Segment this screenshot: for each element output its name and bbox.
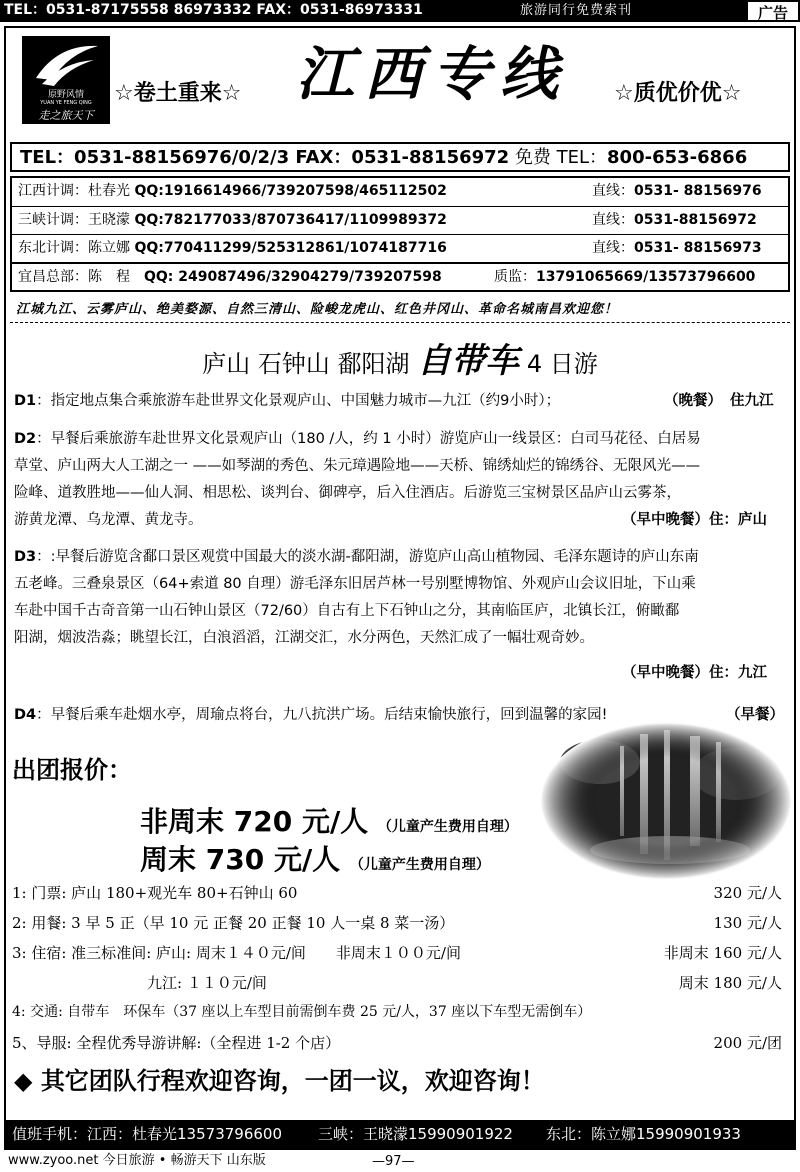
slogan-right: ☆质优价优☆ [614, 81, 742, 106]
ad-tag: 广告 [746, 0, 800, 22]
price-item-price: 非周末 160 元/人 [663, 944, 782, 962]
fax-label: FAX： [289, 147, 352, 168]
day-text-line: ：:早餐后游览含鄱口景区观赏中国最大的淡水湖-鄱阳湖，游览庐山高山植物园、毛泽东题诗的庐山东南 [36, 549, 699, 565]
price-item-text: 1: 门票: 庐山 180+观光车 80+石钟山 60 [12, 884, 298, 902]
top-contact-text: TEL：0531-87175558 86973332 FAX：0531-86973331 [4, 2, 423, 18]
logo-cn-text: 原野风情 [47, 90, 84, 100]
contact-direct [592, 240, 762, 258]
page-footer [0, 1150, 800, 1172]
contact-row [12, 234, 788, 262]
footer-site: www.zyoo.net 今日旅游 • 畅游天下 山东版 [8, 1153, 266, 1168]
day-label: D1 [14, 393, 37, 409]
price-item [12, 884, 782, 908]
price-item [12, 1034, 782, 1058]
weekday-price: 非周末 720 元/人 [140, 805, 369, 838]
contact-direct [592, 212, 757, 230]
day-text-line: 险峰、道教胜地——仙人洞、相思松、谈判台、御碑亭，后入住酒店。后游览三宝树景区品庐山云雾茶， [14, 485, 681, 501]
page-number: —97— [372, 1154, 415, 1169]
price-item-price: 130 元/人 [713, 914, 782, 932]
day-1 [14, 388, 786, 415]
day-meal: （早餐） [726, 707, 784, 723]
supervisor-label: 质监： [494, 269, 536, 285]
hq-row-inner [12, 264, 788, 292]
price-item [12, 914, 782, 938]
duty-sanxia: 三峡：王晓濛15990901922 [318, 1125, 513, 1143]
day-2 [14, 426, 786, 534]
hq-supervisor [494, 269, 755, 287]
day-text-line: 草堂、庐山两大人工湖之一 ——如琴湖的秀色、朱元璋遇险地——天桥、锦绣灿烂的锦绣谷、无限风光—— [14, 458, 701, 474]
price-item [12, 944, 782, 968]
day-label: D3 [14, 549, 37, 565]
supervisor-number: 13791065669/13573796600 [536, 269, 756, 285]
logo-en-text: YUAN YE FENG QING [40, 100, 92, 106]
duty-jiangxi: 江西：杜春光13573796600 [87, 1125, 282, 1143]
day-text-line: 阳湖，烟波浩淼；眺望长江，白浪滔滔，江湖交汇，水分两色，天然汇成了一幅壮观奇妙。 [14, 630, 594, 646]
price-item-price: 200 元/团 [713, 1034, 782, 1052]
day-meal: （晚餐） [664, 393, 722, 409]
price-item-text: 3: 住宿: 准三标准间: 庐山: 周末１４０元/间 非周末１００元/间 [12, 944, 461, 962]
duty-dongbei: 东北：陈立娜15990901933 [546, 1125, 741, 1143]
slogan-left: ☆卷土重来☆ [114, 81, 242, 106]
day-text-line: ：早餐后乘旅游车赴世界文化景观庐山（180 /人，约 1 小时）游览庐山一线景区：白司马花径、白居易 [36, 431, 701, 447]
publication-note: 旅游同行免费索刊 [520, 3, 633, 18]
contact-region: 江西计调：杜春光 [18, 183, 130, 199]
inquiry-callout: ◆ 其它团队行程欢迎咨询，一团一议，欢迎咨询！ [14, 1067, 545, 1095]
price-item-text: 5、导服: 全程优秀导游讲解:（全程进 1-2 个店） [12, 1034, 341, 1052]
duty-label: 值班手机： [12, 1125, 88, 1143]
price-weekday [140, 804, 518, 839]
direct-label: 直线： [592, 212, 634, 228]
day-label: D2 [14, 431, 37, 447]
direct-label: 直线： [592, 240, 634, 256]
contact-direct [592, 183, 762, 201]
direct-number: 0531- 88156976 [634, 183, 762, 199]
contact-region: 东北计调：陈立娜 [18, 240, 130, 256]
day-text-line: 车赴中国千古奇音第一山石钟山景区（72/60）自古有上下石钟山之分，其南临匡庐，北镇长江，俯瞰鄱 [14, 603, 680, 619]
day-meal: （早中晚餐）住：庐山 [622, 512, 767, 528]
tour-title [0, 340, 800, 383]
price-item-price: 320 元/人 [713, 884, 782, 902]
company-logo [22, 36, 110, 124]
free-tel-label: 免费 TEL： [509, 147, 608, 168]
contact-qq: QQ:1916614966/739207598/465112502 [134, 183, 447, 199]
contact-qq: QQ:782177033/870736417/1109989372 [134, 212, 447, 228]
price-item [12, 1004, 782, 1028]
contact-row [12, 206, 788, 234]
price-item [12, 974, 782, 998]
price-item-price: 周末 180 元/人 [678, 974, 782, 992]
swoosh-logo-icon [28, 40, 104, 90]
day-3-meal: （早中晚餐）住：九江 [622, 665, 767, 681]
top-contact-bar [0, 0, 800, 22]
contact-grid [10, 176, 790, 292]
fax-number: 0531-88156972 [351, 147, 510, 168]
weekday-note: （儿童产生费用自理） [377, 819, 518, 835]
direct-label: 直线： [592, 183, 634, 199]
duty-phone-bar [4, 1120, 796, 1150]
contact-qq: QQ:770411299/525312861/1074187716 [134, 240, 447, 256]
waterfall-photo [540, 722, 792, 880]
day-text: ：早餐后乘车赴烟水亭，周瑜点将台，九八抗洪广场。后结束愉快旅行，回到温馨的家园! [36, 707, 608, 723]
day-3 [14, 544, 786, 652]
day-stay: 住九江 [730, 393, 774, 409]
hq-row [12, 262, 788, 292]
tel-label: TEL： [20, 147, 75, 168]
price-item-text: 4: 交通: 自带车 环保车（37 座以上车型目前需倒车费 25 元/人，37 座以下车型无需倒车） [12, 1004, 592, 1020]
hq-label: 宜昌总部：陈 程 [18, 269, 130, 285]
tour-title-post: 4 日游 [526, 350, 598, 378]
logo-signature: 走之旅天下 [38, 109, 94, 122]
weekend-price: 周末 730 元/人 [140, 843, 341, 876]
price-item-text: 2: 用餐: 3 早 5 正（早 10 元 正餐 20 正餐 10 人一桌 8 菜一汤） [12, 914, 455, 932]
tour-title-self: 自带车 [417, 341, 520, 381]
direct-number: 0531- 88156973 [634, 240, 762, 256]
dashed-divider [10, 322, 790, 323]
weekend-note: （儿童产生费用自理） [349, 857, 490, 873]
price-weekend [140, 842, 490, 877]
tel-number: 0531-88156976/0/2/3 [74, 147, 290, 168]
tel-line [10, 142, 790, 172]
tour-title-pre: 庐山 石钟山 鄱阳湖 [202, 350, 410, 378]
page-title: 江西专线 [296, 40, 569, 108]
day-text-line: 游黄龙潭、乌龙潭、黄龙寺。 [14, 512, 203, 528]
price-heading: 出团报价： [12, 756, 132, 784]
attractions-line: 江城九江、云雾庐山、绝美婺源、自然三清山、险峻龙虎山、红色井冈山、革命名城南昌欢迎您！ [16, 302, 619, 317]
free-tel-number: 800-653-6866 [607, 147, 748, 168]
day-text-line: 五老峰。三叠泉景区（64+索道 80 自理）游毛泽东旧居芦林一号别墅博物馆、外观庐山会议旧址，下山乘 [14, 576, 696, 592]
direct-number: 0531-88156972 [634, 212, 757, 228]
contact-row [12, 178, 788, 206]
price-item-text: 九江: １１０元/间 [12, 974, 267, 992]
day-text: ：指定地点集合乘旅游车赴世界文化景观庐山、中国魅力城市—九江（约9小时）； [36, 393, 561, 409]
day-label: D4 [14, 707, 37, 723]
contact-region: 三峡计调：王晓濛 [18, 212, 130, 228]
hq-qq: QQ: 249087496/32904279/739207598 [144, 269, 442, 285]
